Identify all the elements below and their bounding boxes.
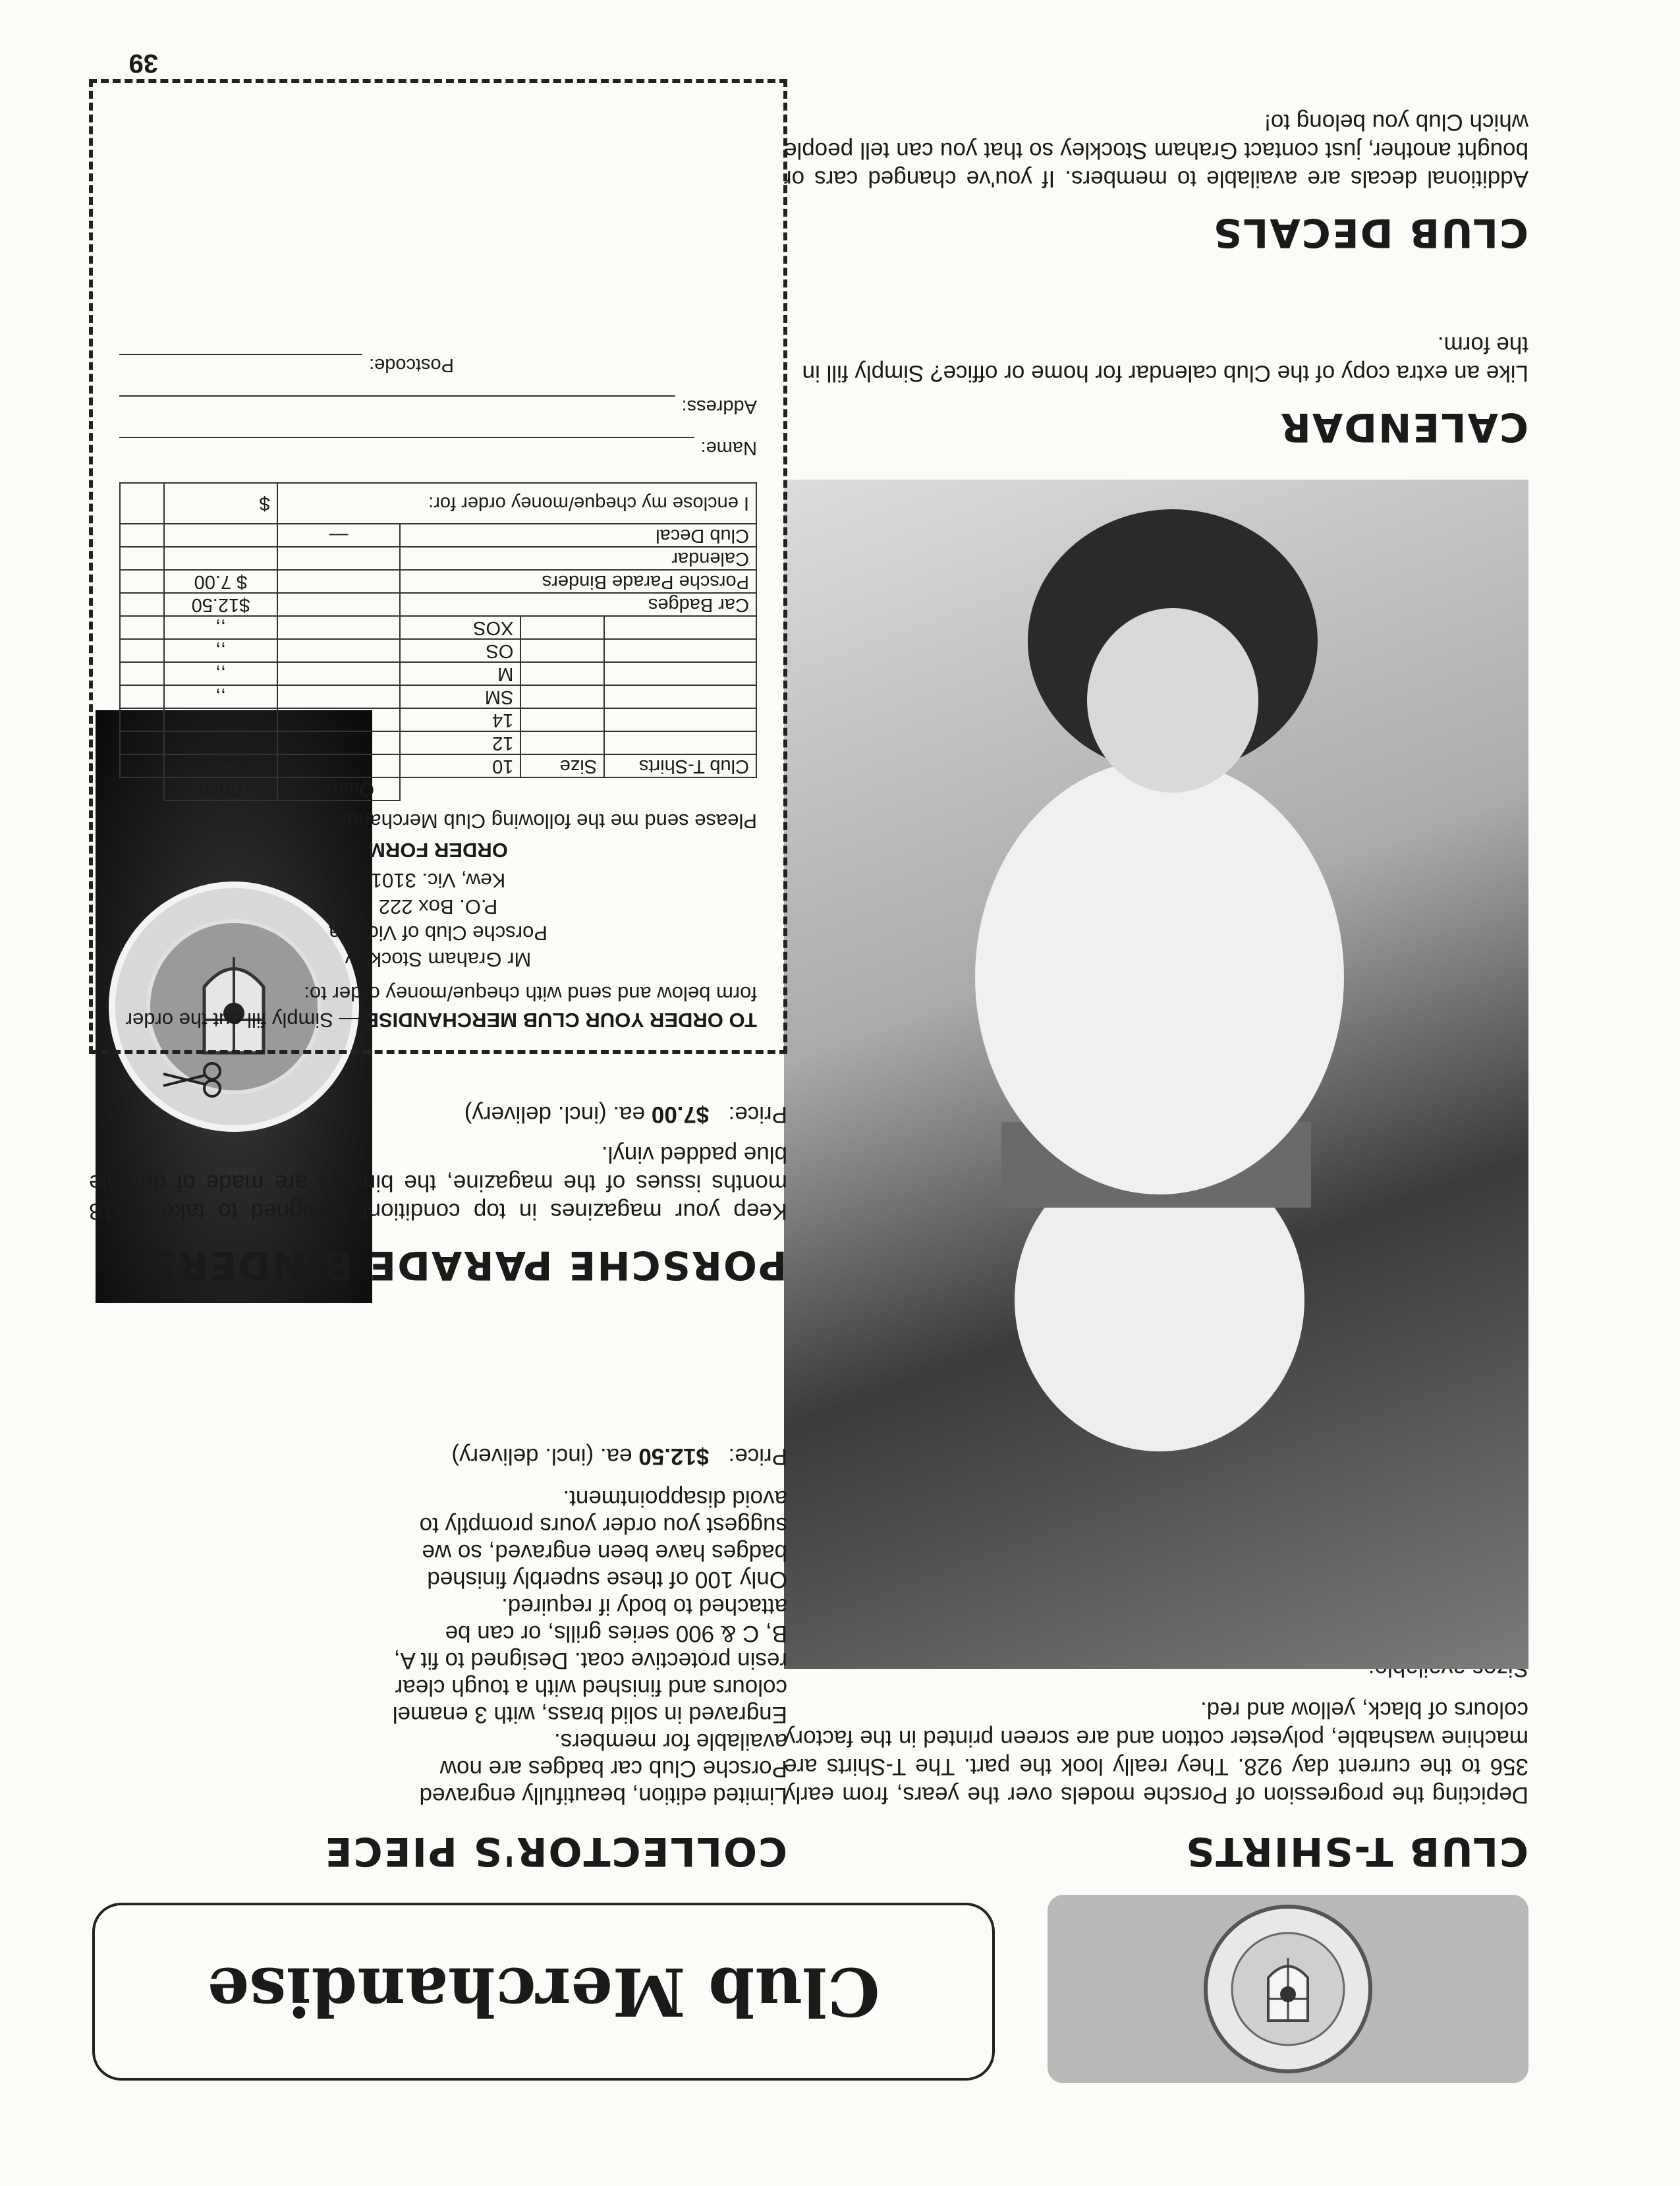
scissors-icon — [158, 1061, 224, 1100]
tshirts-heading: CLUB T-SHIRTS — [1185, 1828, 1528, 1874]
order-intro: TO ORDER YOUR CLUB MERCHANDISE — Simply fill out the order form below and send with cheque/money order to: — [125, 982, 757, 1032]
name-field[interactable]: Name: — [119, 437, 757, 459]
table-row: Porsche Parade Binders $ 7.00 — [120, 570, 756, 593]
quantity-cell[interactable] — [277, 570, 400, 593]
quantity-header: Quantity — [277, 777, 400, 800]
calendar-description: Like an extra copy of the Club calendar for home or office? Simply fill in the form. — [802, 332, 1528, 386]
decals-description: Additional decals are available to members. If you've changed cars or bought another, just contact Graham Stockley so that you can tell people which Club you belong to! — [784, 109, 1528, 192]
price-header: Price — [164, 777, 277, 800]
club-logo-panel — [1048, 1895, 1528, 2083]
quantity-cell[interactable] — [277, 593, 400, 616]
table-row: XOS ,, — [120, 616, 756, 639]
binders-price-line: Price: $7.00 ea. (incl. delivery) — [464, 1102, 787, 1127]
binders-section — [89, 1100, 787, 1288]
tshirts-description: Depicting the progression of Porsche models over the years, from early 356 to the current day 928. They really look the part. The T-Shirts are machine washable, polyester cotton and are screen printed in the factory colours of black, yellow and red. — [784, 1697, 1528, 1808]
address-line: Porsche Club of Victoria — [329, 922, 547, 945]
address-field[interactable]: Address: — [119, 395, 757, 417]
table-header — [120, 777, 756, 800]
decals-section — [784, 108, 1528, 256]
table-row: Club T-Shirts Size 10 $12.00 — [120, 754, 756, 777]
table-row: 14 ,, — [120, 708, 756, 731]
quantity-cell[interactable] — [277, 662, 400, 685]
quantity-cell[interactable] — [277, 754, 400, 777]
table-row: Club Decal — — [120, 524, 756, 547]
address-line: Mr Graham Stockley — [345, 948, 532, 971]
quantity-cell[interactable] — [277, 639, 400, 662]
table-row: OS ,, — [120, 639, 756, 662]
tshirt-model-photo — [784, 480, 1528, 1669]
quantity-cell[interactable] — [277, 685, 400, 708]
binders-heading: PORSCHE PARADE BINDERS — [146, 1242, 787, 1288]
request-line: Please send me the following Club Merchandise: — [315, 810, 757, 833]
order-form-title: ORDER FORM — [368, 839, 508, 862]
collectors-text — [392, 1442, 787, 1809]
postcode-field[interactable]: Postcode: — [119, 354, 454, 376]
decals-heading: CLUB DECALS — [1212, 210, 1528, 256]
order-table — [119, 482, 757, 801]
total-amount-cell[interactable]: $ — [164, 483, 277, 524]
calendar-section — [784, 331, 1528, 450]
collectors-paragraph: Only 100 of these superbly finished badges have been engraved, so we suggest you order yours promptly to avoid disappointment. — [419, 1486, 787, 1592]
order-form — [89, 79, 787, 1054]
total-row: I enclose my cheque/money order for: $ — [120, 483, 756, 524]
quantity-cell[interactable] — [277, 616, 400, 639]
quantity-cell[interactable] — [277, 547, 400, 570]
collectors-price-line: Price: $12.50 ea. (incl. delivery) — [451, 1443, 787, 1469]
porsche-crest-icon — [1048, 1895, 1528, 2083]
section-title-box — [92, 1903, 995, 2081]
collectors-paragraph: Limited edition, beautifully engraved Porsche Club car badges are now available for members. — [419, 1729, 787, 1808]
quantity-cell[interactable] — [277, 708, 400, 731]
collectors-heading: COLLECTOR'S PIECE — [323, 1828, 787, 1874]
binders-price: $7.00 — [651, 1102, 710, 1127]
binders-description: Keep your magazines in top condition! Designed to take 12-18 months issues of the magazine, the binders are made of durable blue padded vinyl. — [89, 1142, 787, 1224]
table-row: 12 ,, — [120, 731, 756, 754]
collectors-section — [89, 1828, 787, 1874]
table-row: SM ,, — [120, 685, 756, 708]
address-line: Kew, Vic. 3101 — [370, 869, 506, 892]
table-row: Car Badges $12.50 — [120, 593, 756, 616]
table-row: M ,, — [120, 662, 756, 685]
calendar-heading: CALENDAR — [1279, 404, 1528, 450]
table-row: Calendar — [120, 547, 756, 570]
section-title: Club Merchandise — [207, 1953, 880, 2031]
collectors-paragraph: Engraved in solid brass, with 3 enamel colours and finished with a tough clear resin protective coat. Designed to fit A, B, C & 900 series grills, or can be attached to body if required. — [392, 1594, 787, 1727]
collectors-price: $12.50 — [638, 1443, 710, 1469]
photo-shapes — [784, 480, 1528, 1669]
quantity-cell[interactable] — [277, 731, 400, 754]
address-line: P.O. Box 222 — [378, 895, 498, 918]
page-number: 39 — [128, 49, 158, 78]
